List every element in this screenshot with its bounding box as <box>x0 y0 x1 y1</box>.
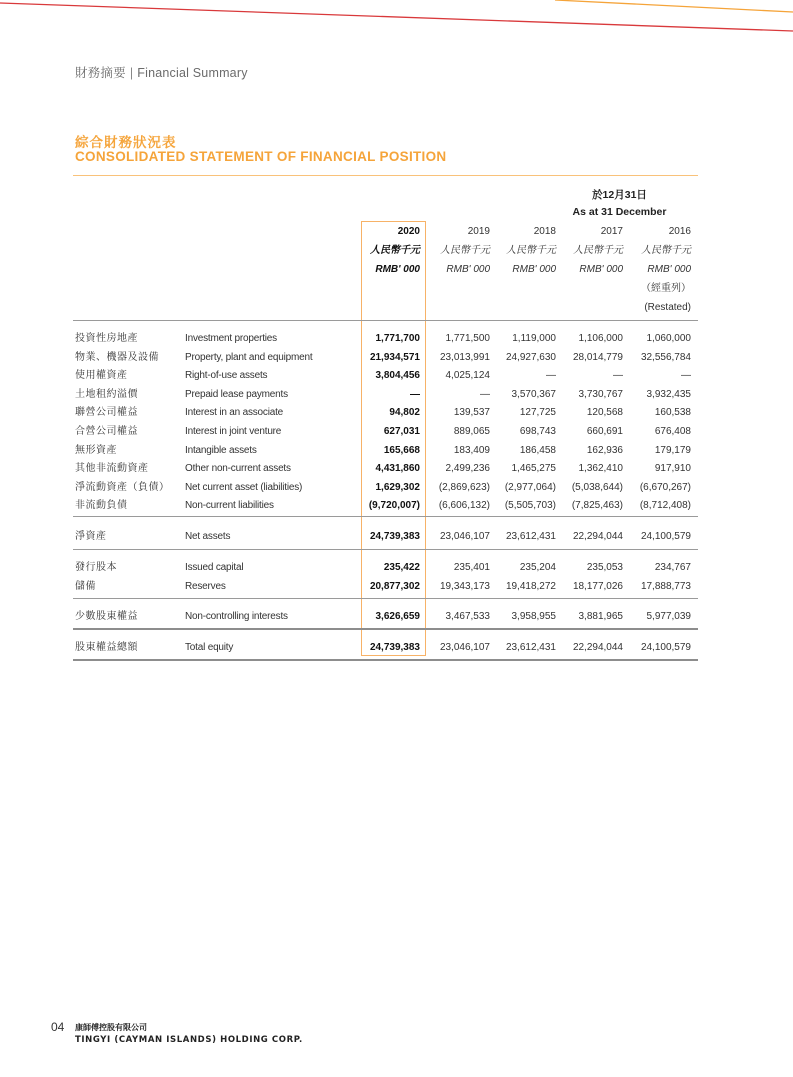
value-2018: 127,725 <box>519 407 556 419</box>
value-2016: 1,060,000 <box>646 333 691 344</box>
row-label-zh: 投資性房地產 <box>75 333 138 344</box>
value-2019: 23,046,107 <box>439 531 490 542</box>
value-2019: (2,869,623) <box>438 481 490 493</box>
value-2016: — <box>681 370 691 382</box>
column-header-2020 <box>340 222 420 279</box>
value-2018: 23,612,431 <box>505 531 556 542</box>
value-2018: 235,204 <box>519 562 556 573</box>
row-label-zh: 股東權益總額 <box>75 642 138 653</box>
table-row <box>0 330 793 349</box>
column-unit-en: RMB' 000 <box>446 264 490 275</box>
value-2016: 676,408 <box>654 426 691 437</box>
value-2016: 160,538 <box>654 407 691 419</box>
value-2018: 19,418,272 <box>505 580 556 592</box>
value-2017: 3,881,965 <box>578 611 623 622</box>
row-label-en: Right-of-use assets <box>185 370 268 382</box>
column-unit-en: RMB' 000 <box>512 264 556 275</box>
value-2018: 3,570,367 <box>511 388 556 400</box>
value-2018: 186,458 <box>519 444 556 456</box>
column-unit-zh: 人民幣千元 <box>370 245 420 256</box>
table-row <box>0 479 793 498</box>
value-2019: 235,401 <box>453 562 490 573</box>
value-2017: 120,568 <box>586 407 623 419</box>
value-2016: 24,100,579 <box>640 642 691 653</box>
column-year: 2018 <box>533 226 556 237</box>
value-2016: 917,910 <box>654 463 691 475</box>
value-2020: 235,422 <box>383 562 420 573</box>
value-2018: (5,505,703) <box>504 500 556 512</box>
value-2019: 19,343,173 <box>439 580 490 592</box>
table-row <box>0 559 793 578</box>
value-2016: (8,712,408) <box>639 500 691 512</box>
value-2018: 23,612,431 <box>505 642 556 653</box>
value-2018: 1,119,000 <box>512 333 556 344</box>
value-2017: 162,936 <box>586 444 623 456</box>
row-label-zh: 使用權資產 <box>75 370 128 382</box>
column-year: 2016 <box>668 226 691 237</box>
row-label-zh: 少數股東權益 <box>75 611 138 622</box>
value-2020: 24,739,383 <box>369 642 420 653</box>
row-label-zh: 無形資產 <box>75 444 117 456</box>
row-label-en: Net current asset (liabilities) <box>185 481 303 493</box>
value-2018: — <box>546 370 556 382</box>
table-bottom-rule <box>73 659 698 661</box>
orange-decor-line <box>555 0 793 12</box>
table-row <box>0 442 793 461</box>
table-row <box>0 349 793 368</box>
value-2019: 23,013,991 <box>439 351 490 363</box>
column-year: 2019 <box>467 226 490 237</box>
value-2016: 234,767 <box>654 562 691 573</box>
value-2020: 165,668 <box>383 444 420 456</box>
decorative-lines <box>0 0 793 40</box>
table-row <box>0 497 793 516</box>
row-label-zh: 土地租約溢價 <box>75 388 138 400</box>
value-2018: 24,927,630 <box>505 351 556 363</box>
value-2018: 1,465,275 <box>511 463 556 475</box>
value-2017: 1,362,410 <box>578 463 623 475</box>
row-label-zh: 其他非流動資產 <box>75 463 149 475</box>
page-title-zh: 綜合財務狀況表 <box>75 135 177 150</box>
table-row <box>0 367 793 386</box>
column-unit-zh: 人民幣千元 <box>440 245 490 256</box>
row-label-zh: 非流動負債 <box>75 500 128 512</box>
table-row <box>0 423 793 442</box>
value-2016: 5,977,039 <box>646 611 691 622</box>
column-unit-zh: 人民幣千元 <box>573 245 623 256</box>
section-label <box>75 63 248 81</box>
value-2017: 22,294,044 <box>572 642 623 653</box>
value-2018: 698,743 <box>519 426 556 437</box>
row-label-en: Intangible assets <box>185 444 257 456</box>
column-header-2016 <box>611 222 691 317</box>
section-label-separator: | <box>129 66 134 80</box>
row-label-en: Prepaid lease payments <box>185 388 288 400</box>
column-year: 2017 <box>600 226 623 237</box>
table-row-net-assets <box>0 528 793 547</box>
row-divider <box>73 549 698 550</box>
row-label-en: Total equity <box>185 642 234 653</box>
column-unit-en: RMB' 000 <box>375 264 420 275</box>
row-label-en: Property, plant and equipment <box>185 351 313 363</box>
value-2017: (7,825,463) <box>571 500 623 512</box>
value-2017: 18,177,026 <box>572 580 623 592</box>
row-label-zh: 物業、機器及設備 <box>75 351 159 363</box>
table-row <box>0 386 793 405</box>
table-row <box>0 578 793 597</box>
column-note-zh: （經重列） <box>641 283 691 294</box>
row-divider <box>73 516 698 517</box>
column-note-en: (Restated) <box>644 302 691 313</box>
section-label-zh: 財務摘要 <box>75 66 126 80</box>
value-2017: 1,106,000 <box>578 333 623 344</box>
table-row <box>0 404 793 423</box>
date-header-zh: 於12月31日 <box>592 189 647 201</box>
value-2017: (5,038,644) <box>571 481 623 493</box>
row-label-en: Reserves <box>185 580 226 592</box>
table-row <box>0 608 793 627</box>
value-2020: 21,934,571 <box>369 351 420 363</box>
company-name-zh: 康師傅控股有限公司 <box>75 1023 147 1032</box>
value-2019: 3,467,533 <box>445 611 490 622</box>
column-year: 2020 <box>397 226 420 237</box>
row-label-en: Investment properties <box>185 333 277 344</box>
column-unit-en: RMB' 000 <box>579 264 623 275</box>
value-2020: 627,031 <box>383 426 420 437</box>
row-label-zh: 發行股本 <box>75 562 117 573</box>
value-2019: 139,537 <box>453 407 490 419</box>
value-2017: — <box>613 370 623 382</box>
page-title-en: CONSOLIDATED STATEMENT OF FINANCIAL POSITION <box>75 149 447 164</box>
row-label-zh: 淨資產 <box>75 531 107 542</box>
row-label-en: Net assets <box>185 531 231 542</box>
column-unit-zh: 人民幣千元 <box>506 245 556 256</box>
value-2020: — <box>410 388 420 400</box>
value-2019: 1,771,500 <box>445 333 490 344</box>
value-2017: 22,294,044 <box>572 531 623 542</box>
table-row <box>0 460 793 479</box>
row-label-en: Interest in joint venture <box>185 426 282 437</box>
value-2017: 235,053 <box>586 562 623 573</box>
value-2019: — <box>480 388 490 400</box>
value-2016: 17,888,773 <box>640 580 691 592</box>
value-2020: 24,739,383 <box>369 531 420 542</box>
row-label-en: Issued capital <box>185 562 244 573</box>
value-2020: 3,804,456 <box>375 370 420 382</box>
value-2018: 3,958,955 <box>511 611 556 622</box>
value-2016: 3,932,435 <box>646 388 691 400</box>
header-divider <box>73 320 698 321</box>
row-label-zh: 淨流動資產（負債） <box>75 481 170 493</box>
title-divider <box>73 175 698 176</box>
value-2020: 94,802 <box>389 407 420 419</box>
row-divider <box>73 628 698 630</box>
column-unit-en: RMB' 000 <box>647 264 691 275</box>
value-2019: 4,025,124 <box>445 370 490 382</box>
value-2017: 28,014,779 <box>572 351 623 363</box>
page-number: 04 <box>51 1020 65 1034</box>
value-2016: (6,670,267) <box>639 481 691 493</box>
value-2020: 3,626,659 <box>375 611 420 622</box>
value-2019: 2,499,236 <box>445 463 490 475</box>
value-2016: 179,179 <box>654 444 691 456</box>
row-divider <box>73 598 698 599</box>
value-2016: 32,556,784 <box>640 351 691 363</box>
section-label-en: Financial Summary <box>137 66 248 80</box>
red-decor-line <box>0 3 793 31</box>
date-header-en: As at 31 December <box>572 206 667 218</box>
value-2016: 24,100,579 <box>640 531 691 542</box>
value-2020: (9,720,007) <box>368 500 420 512</box>
value-2019: 889,065 <box>453 426 490 437</box>
row-label-en: Non-current liabilities <box>185 500 274 512</box>
row-label-zh: 儲備 <box>75 580 96 592</box>
value-2020: 4,431,860 <box>375 463 420 475</box>
table-row-total-equity <box>0 639 793 658</box>
value-2017: 3,730,767 <box>578 388 623 400</box>
column-unit-zh: 人民幣千元 <box>641 245 691 256</box>
row-label-zh: 聯營公司權益 <box>75 407 138 419</box>
company-name-en: TINGYI (CAYMAN ISLANDS) HOLDING CORP. <box>75 1035 303 1045</box>
value-2019: 183,409 <box>453 444 490 456</box>
row-label-zh: 合營公司權益 <box>75 426 138 437</box>
value-2017: 660,691 <box>586 426 623 437</box>
value-2018: (2,977,064) <box>504 481 556 493</box>
value-2020: 1,771,700 <box>375 333 420 344</box>
value-2019: (6,606,132) <box>438 500 490 512</box>
value-2020: 20,877,302 <box>369 580 420 592</box>
row-label-en: Interest in an associate <box>185 407 284 419</box>
value-2019: 23,046,107 <box>439 642 490 653</box>
value-2020: 1,629,302 <box>375 481 420 493</box>
row-label-en: Non-controlling interests <box>185 611 288 622</box>
row-label-en: Other non-current assets <box>185 463 291 475</box>
